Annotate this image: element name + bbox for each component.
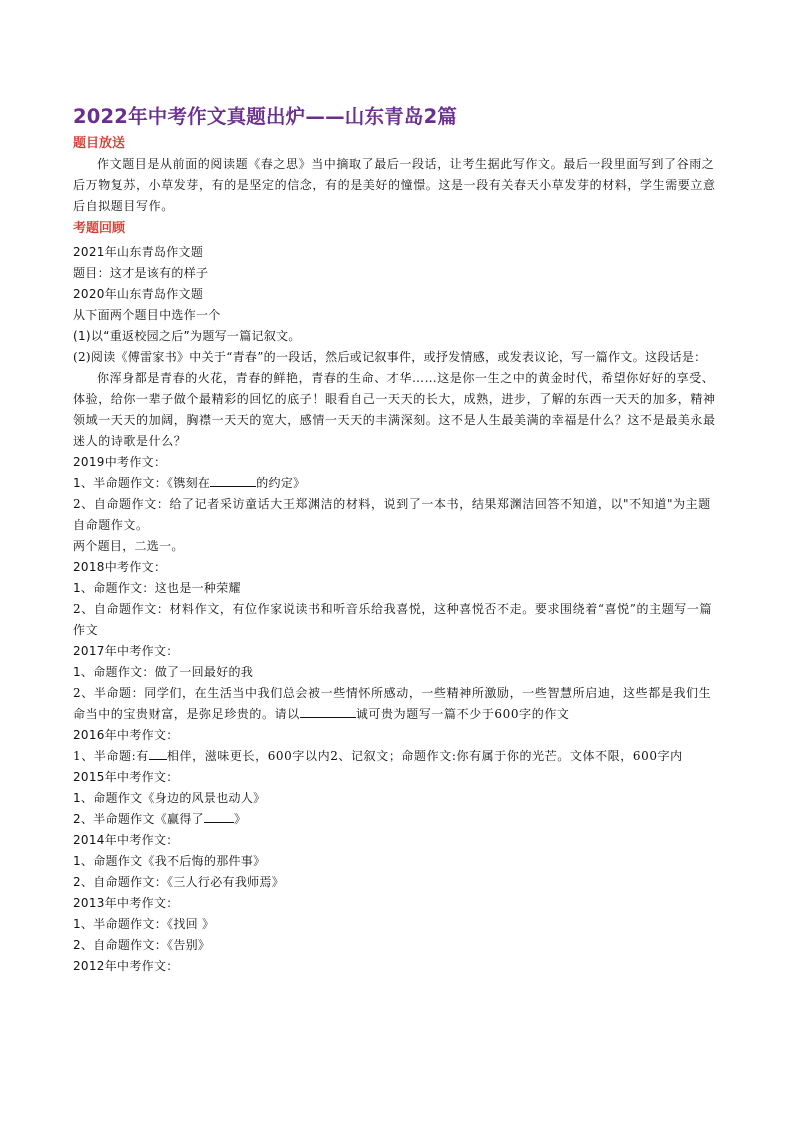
note-line: 两个题目，二选一。 (73, 539, 184, 553)
item-2017-2 (73, 683, 723, 725)
section-heading-topic: 题目放送 (73, 136, 126, 151)
item-2015-2-prefix: 2、半命题作文《赢得了 (73, 812, 204, 826)
option-2: (2)阅读《傅雷家书》中关于“青春”的一段话，然后或记叙事件，或抒发情感，或发表议论，写一篇作文。这段话是： (73, 350, 707, 364)
item-2013-1: 1、半命题作文：《找回 》 (73, 917, 215, 931)
year-heading-2012: 2012年中考作文： (73, 959, 179, 973)
topic-line: 题目：这才是该有的样子 (73, 266, 209, 280)
instruction-line: 从下面两个题目中选作一个 (73, 308, 221, 322)
item-2017-1: 1、命题作文：做了一回最好的我 (73, 665, 254, 679)
year-heading-2021: 2021年山东青岛作文题 (73, 245, 204, 259)
item-2019-1-prefix: 1、半命题作文：《镌刻在 (73, 476, 211, 490)
fill-blank (204, 810, 234, 823)
item-2014-2: 2、自命题作文：《三人行必有我师焉》 (73, 875, 285, 889)
item-2018-1: 1、命题作文：这也是一种荣耀 (73, 581, 241, 595)
item-2015-2-suffix: 》 (233, 812, 247, 826)
item-2013-2: 2、自命题作文：《告别》 (73, 938, 211, 952)
item-2017-2-suffix: 诚可贵为题写一篇不少于600字的作文 (355, 707, 570, 721)
review-content (73, 242, 723, 977)
year-heading-2013: 2013年中考作文： (73, 896, 179, 910)
fill-blank (149, 747, 167, 760)
item-2019-2: 2、自命题作文：给了记者采访童话大王郑渊洁的材料，说到了一本书，结果郑渊洁回答不知道，以"不知道"为主题自命题作文。 (73, 497, 711, 532)
fill-blank (210, 474, 256, 487)
section-heading-review: 考题回顾 (73, 221, 126, 236)
document-page (73, 104, 723, 977)
topic-paragraph: 作文题目是从前面的阅读题《春之思》当中摘取了最后一段话，让考生据此写作文。最后一段里面写到了谷雨之后万物复苏，小草发芽，有的是坚定的信念，有的是美好的憧憬。这是一段有关春天小草发芽的材料，学生需要立意后自拟题目写作。 (73, 157, 716, 213)
year-heading-2017: 2017年中考作文： (73, 644, 179, 658)
item-2016-prefix: 1、半命题:有 (73, 749, 149, 763)
item-2016-suffix: 相伴，滋味更长，600字以内2、记叙文；命题作文:你有属于你的光芒。文体不限，600字内 (166, 749, 683, 763)
quoted-passage: 你浑身都是青春的火花，青春的鲜艳，青春的生命、才华……这是你一生之中的黄金时代，希望你好好的享受、体验，给你一辈子做个最精彩的回忆的底子！眼看自己一天天的长大，成熟，进步，了解的东西一天天的加多，精神领域一天天的加阔，胸襟一天天的宽大，感情一天天的丰满深刻。这不是人生最美满的幸福是什么？这不是最美永最迷人的诗歌是什么？ (73, 371, 716, 448)
item-2019-1-suffix: 的约定》 (256, 476, 306, 490)
item-2015-1: 1、命题作文《身边的风景也动人》 (73, 791, 266, 805)
item-2019-1 (73, 473, 723, 494)
year-heading-2015: 2015年中考作文： (73, 770, 179, 784)
item-2016 (73, 746, 723, 767)
item-2014-1: 1、命题作文《我不后悔的那件事》 (73, 854, 266, 868)
item-2017-2-prefix: 2、半命题：同学们，在生活当中我们总会被一些情怀所感动，一些精神所激励，一些智慧所启迪，这些都是我们生命当中的宝贵财富，是弥足珍贵的。请以 (73, 686, 712, 721)
year-heading-2019: 2019中考作文： (73, 455, 167, 469)
year-heading-2020: 2020年山东青岛作文题 (73, 287, 204, 301)
document-title: 2022年中考作文真题出炉——山东青岛2篇 (73, 105, 458, 128)
year-heading-2018: 2018中考作文： (73, 560, 167, 574)
option-1: (1)以“重返校园之后”为题写一篇记叙文。 (73, 329, 301, 343)
year-heading-2014: 2014年中考作文： (73, 833, 179, 847)
item-2018-2: 2、自命题作文：材料作文，有位作家说读书和听音乐给我喜悦，这种喜悦否不走。要求围绕着“喜悦”的主题写一篇作文 (73, 602, 713, 637)
item-2015-2 (73, 809, 723, 830)
year-heading-2016: 2016年中考作文： (73, 728, 179, 742)
fill-blank (300, 705, 356, 718)
